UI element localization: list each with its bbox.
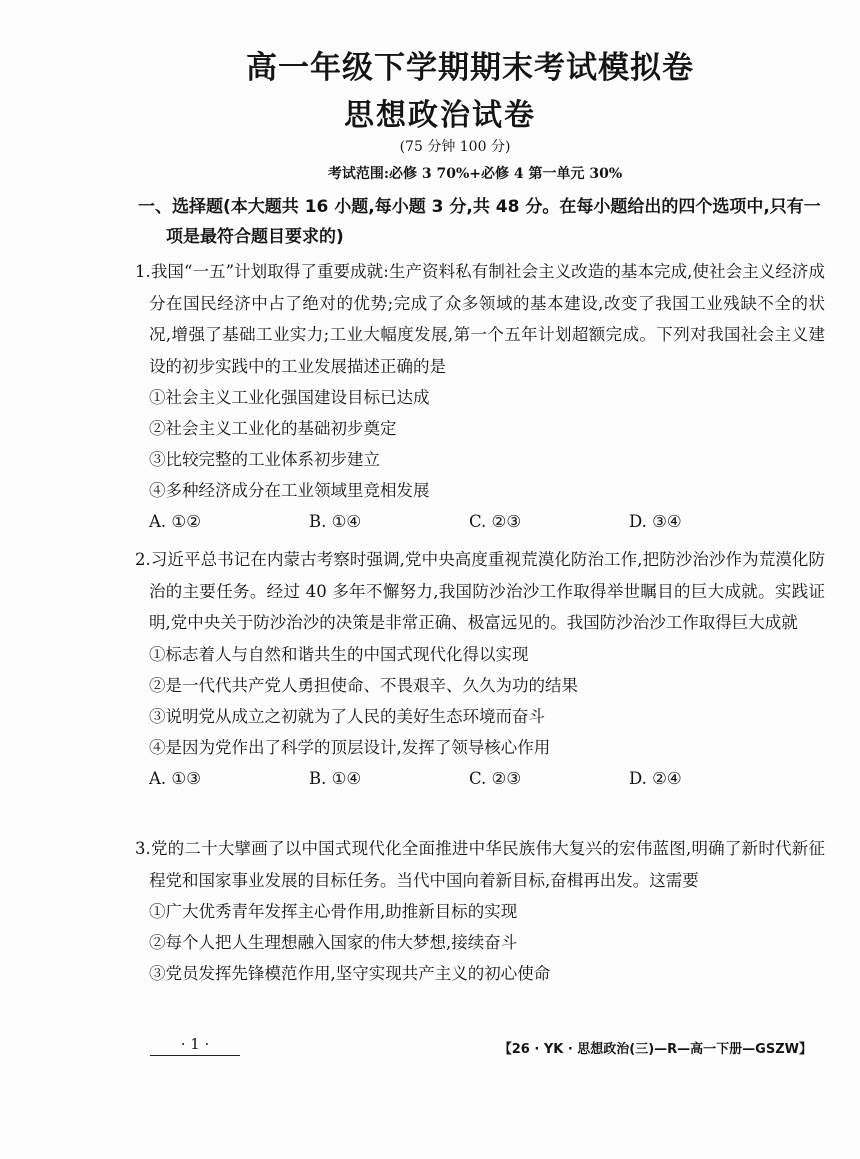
question-option: ②社会主义工业化的基础初步奠定 [149,419,397,438]
exam-subtitle: 思想政治试卷 [344,98,536,133]
choice-d: D. ②④ [629,768,682,788]
question-2 [135,544,825,794]
question-option: ①广大优秀青年发挥主心骨作用,助推新目标的实现 [149,902,518,921]
question-option: ③说明党从成立之初就为了人民的美好生态环境而奋斗 [149,706,545,726]
choice-a: A. ①③ [149,768,201,788]
exam-title: 高一年级下学期期末考试模拟卷 [246,50,694,86]
question-stem: 2.习近平总书记在内蒙古考察时强调,党中央高度重视荒漠化防治工作,把防沙治沙作为荒漠化防治的主要任务。经过 40 多年不懈努力,我国防沙治沙工作取得举世瞩目的巨大成就。实践证明,党中央关于防沙治沙的决策是非常正确、极富远见的。我国防沙治沙工作取得巨大成就 [135,550,825,632]
question-option: ①标志着人与自然和谐共生的中国式现代化得以实现 [149,644,529,664]
answer-choices [135,763,825,794]
question-option: ④是因为党作出了科学的顶层设计,发挥了领导核心作用 [149,737,551,757]
time-info: (75 分钟 100 分) [399,139,511,155]
question-option: ④多种经济成分在工业领域里竞相发展 [149,481,430,500]
exam-scope: 考试范围:必修 3 70%+必修 4 第一单元 30% [327,166,623,182]
paper-code: 【26 · YK · 思想政治(三)—R—高一下册—GSZW】 [498,1042,812,1057]
section-heading: 一、选择题(本大题共 16 小题,每小题 3 分,共 48 分。在每小题给出的四个选项中,只有一项是最符合题目要求的) [138,197,821,247]
choice-a: A. ①② [149,512,201,531]
question-stem: 1.我国“一五”计划取得了重要成就:生产资料私有制社会主义改造的基本完成,使社会主义经济成分在国民经济中占了绝对的优势;完成了众多领域的基本建设,改变了我国工业残缺不全的状况,增强了基础工业实力;工业大幅度发展,第一个五年计划超额完成。下列对我国社会主义建设的初步实践中的工业发展描述正确的是 [135,262,825,376]
question-option: ③比较完整的工业体系初步建立 [149,450,380,469]
choice-c: C. ②③ [469,768,522,788]
choice-b: B. ①④ [309,768,362,788]
question-option: ②每个人把人生理想融入国家的伟大梦想,接续奋斗 [149,933,518,952]
question-stem: 3.党的二十大擘画了以中国式现代化全面推进中华民族伟大复兴的宏伟蓝图,明确了新时代新征程党和国家事业发展的目标任务。当代中国向着新目标,奋楫再出发。这需要 [135,839,825,890]
question-option: ①社会主义工业化强国建设目标已达成 [149,388,430,407]
page-number: · 1 · [150,1035,240,1056]
question-3 [135,833,825,989]
question-1 [135,256,825,537]
choice-c: C. ②③ [469,512,522,531]
answer-choices [135,506,825,537]
choice-d: D. ③④ [629,512,682,531]
question-option: ③党员发挥先锋模范作用,坚守实现共产主义的初心使命 [149,964,551,983]
question-option: ②是一代代共产党人勇担使命、不畏艰辛、久久为功的结果 [149,675,578,695]
choice-b: B. ①④ [309,512,362,531]
